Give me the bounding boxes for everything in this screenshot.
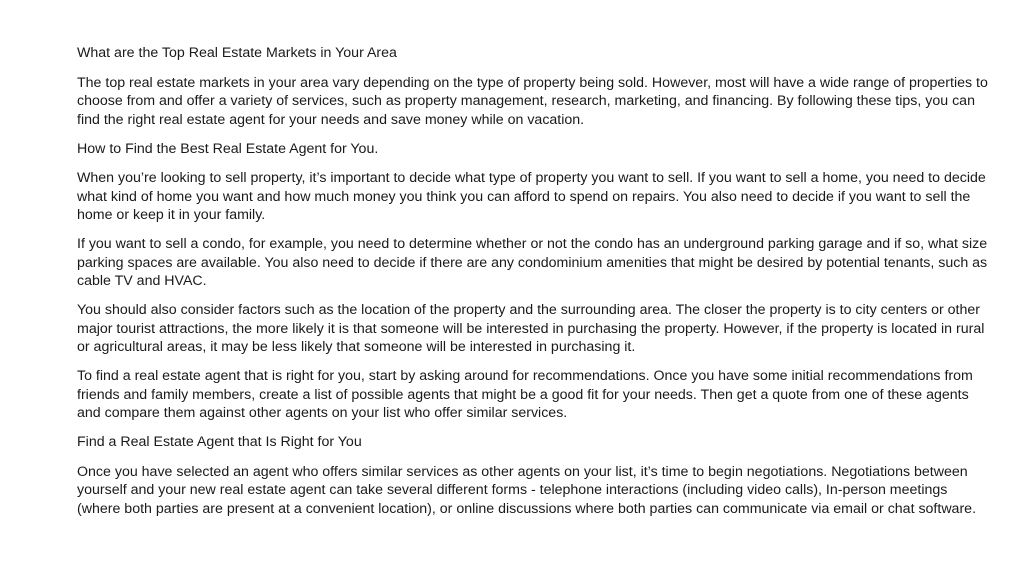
paragraph-location-factors: You should also consider factors such as the location of the property and the surrounding area. The closer the property is to city centers or other major tourist attractions, the more likely it is that someone will be interested in purchasing the property. However, if the property is located in rural or agricultural areas, it may be less likely that someone will be interested in purchasing it. (77, 302, 985, 356)
paragraph-top-markets: The top real estate markets in your area vary depending on the type of property being sold. However, most will have a wide range of properties to choose from and offer a variety of services, such as property management, research, marketing, and financing. By following these tips, you can find the right real estate agent for your needs and save money while on vacation. (77, 74, 988, 128)
paragraph-sell-property: When you’re looking to sell property, it’s important to decide what type of property you want to sell. If you want to sell a home, you need to decide what kind of home you want and how much money you think you can afford to spend on repairs. You also need to decide if you want to sell the home or keep it in your family. (77, 170, 986, 224)
paragraph-recommendations: To find a real estate agent that is right for you, start by asking around for recommendations. Once you have some initial recommendations from friends and family members, create a list of possible agents that might be a good fit for your needs. Then get a quote from one of these agents and compare them against other agents on your list who offer similar services. (77, 368, 973, 422)
slide-text-body (77, 44, 989, 529)
paragraph-negotiations: Once you have selected an agent who offers similar services as other agents on your list, it’s time to begin negotiations. Negotiations between yourself and your new real estate agent can take several different forms - telephone interactions (including video calls), In-person meetings (where both parties are present at a convenient location), or online discussions where both parties can communicate via email or chat software. (77, 463, 977, 517)
section-heading-find-best-agent: How to Find the Best Real Estate Agent for You. (77, 140, 379, 157)
paragraph-sell-condo: If you want to sell a condo, for example, you need to determine whether or not the condo has an underground parking garage and if so, what size parking spaces are available. You also need to decide if there are any condominium amenities that might be desired by potential tenants, such as cable TV and HVAC. (77, 236, 988, 290)
section-heading-right-agent: Find a Real Estate Agent that Is Right for You (77, 434, 362, 451)
section-heading-top-markets: What are the Top Real Estate Markets in Your Area (77, 45, 397, 61)
